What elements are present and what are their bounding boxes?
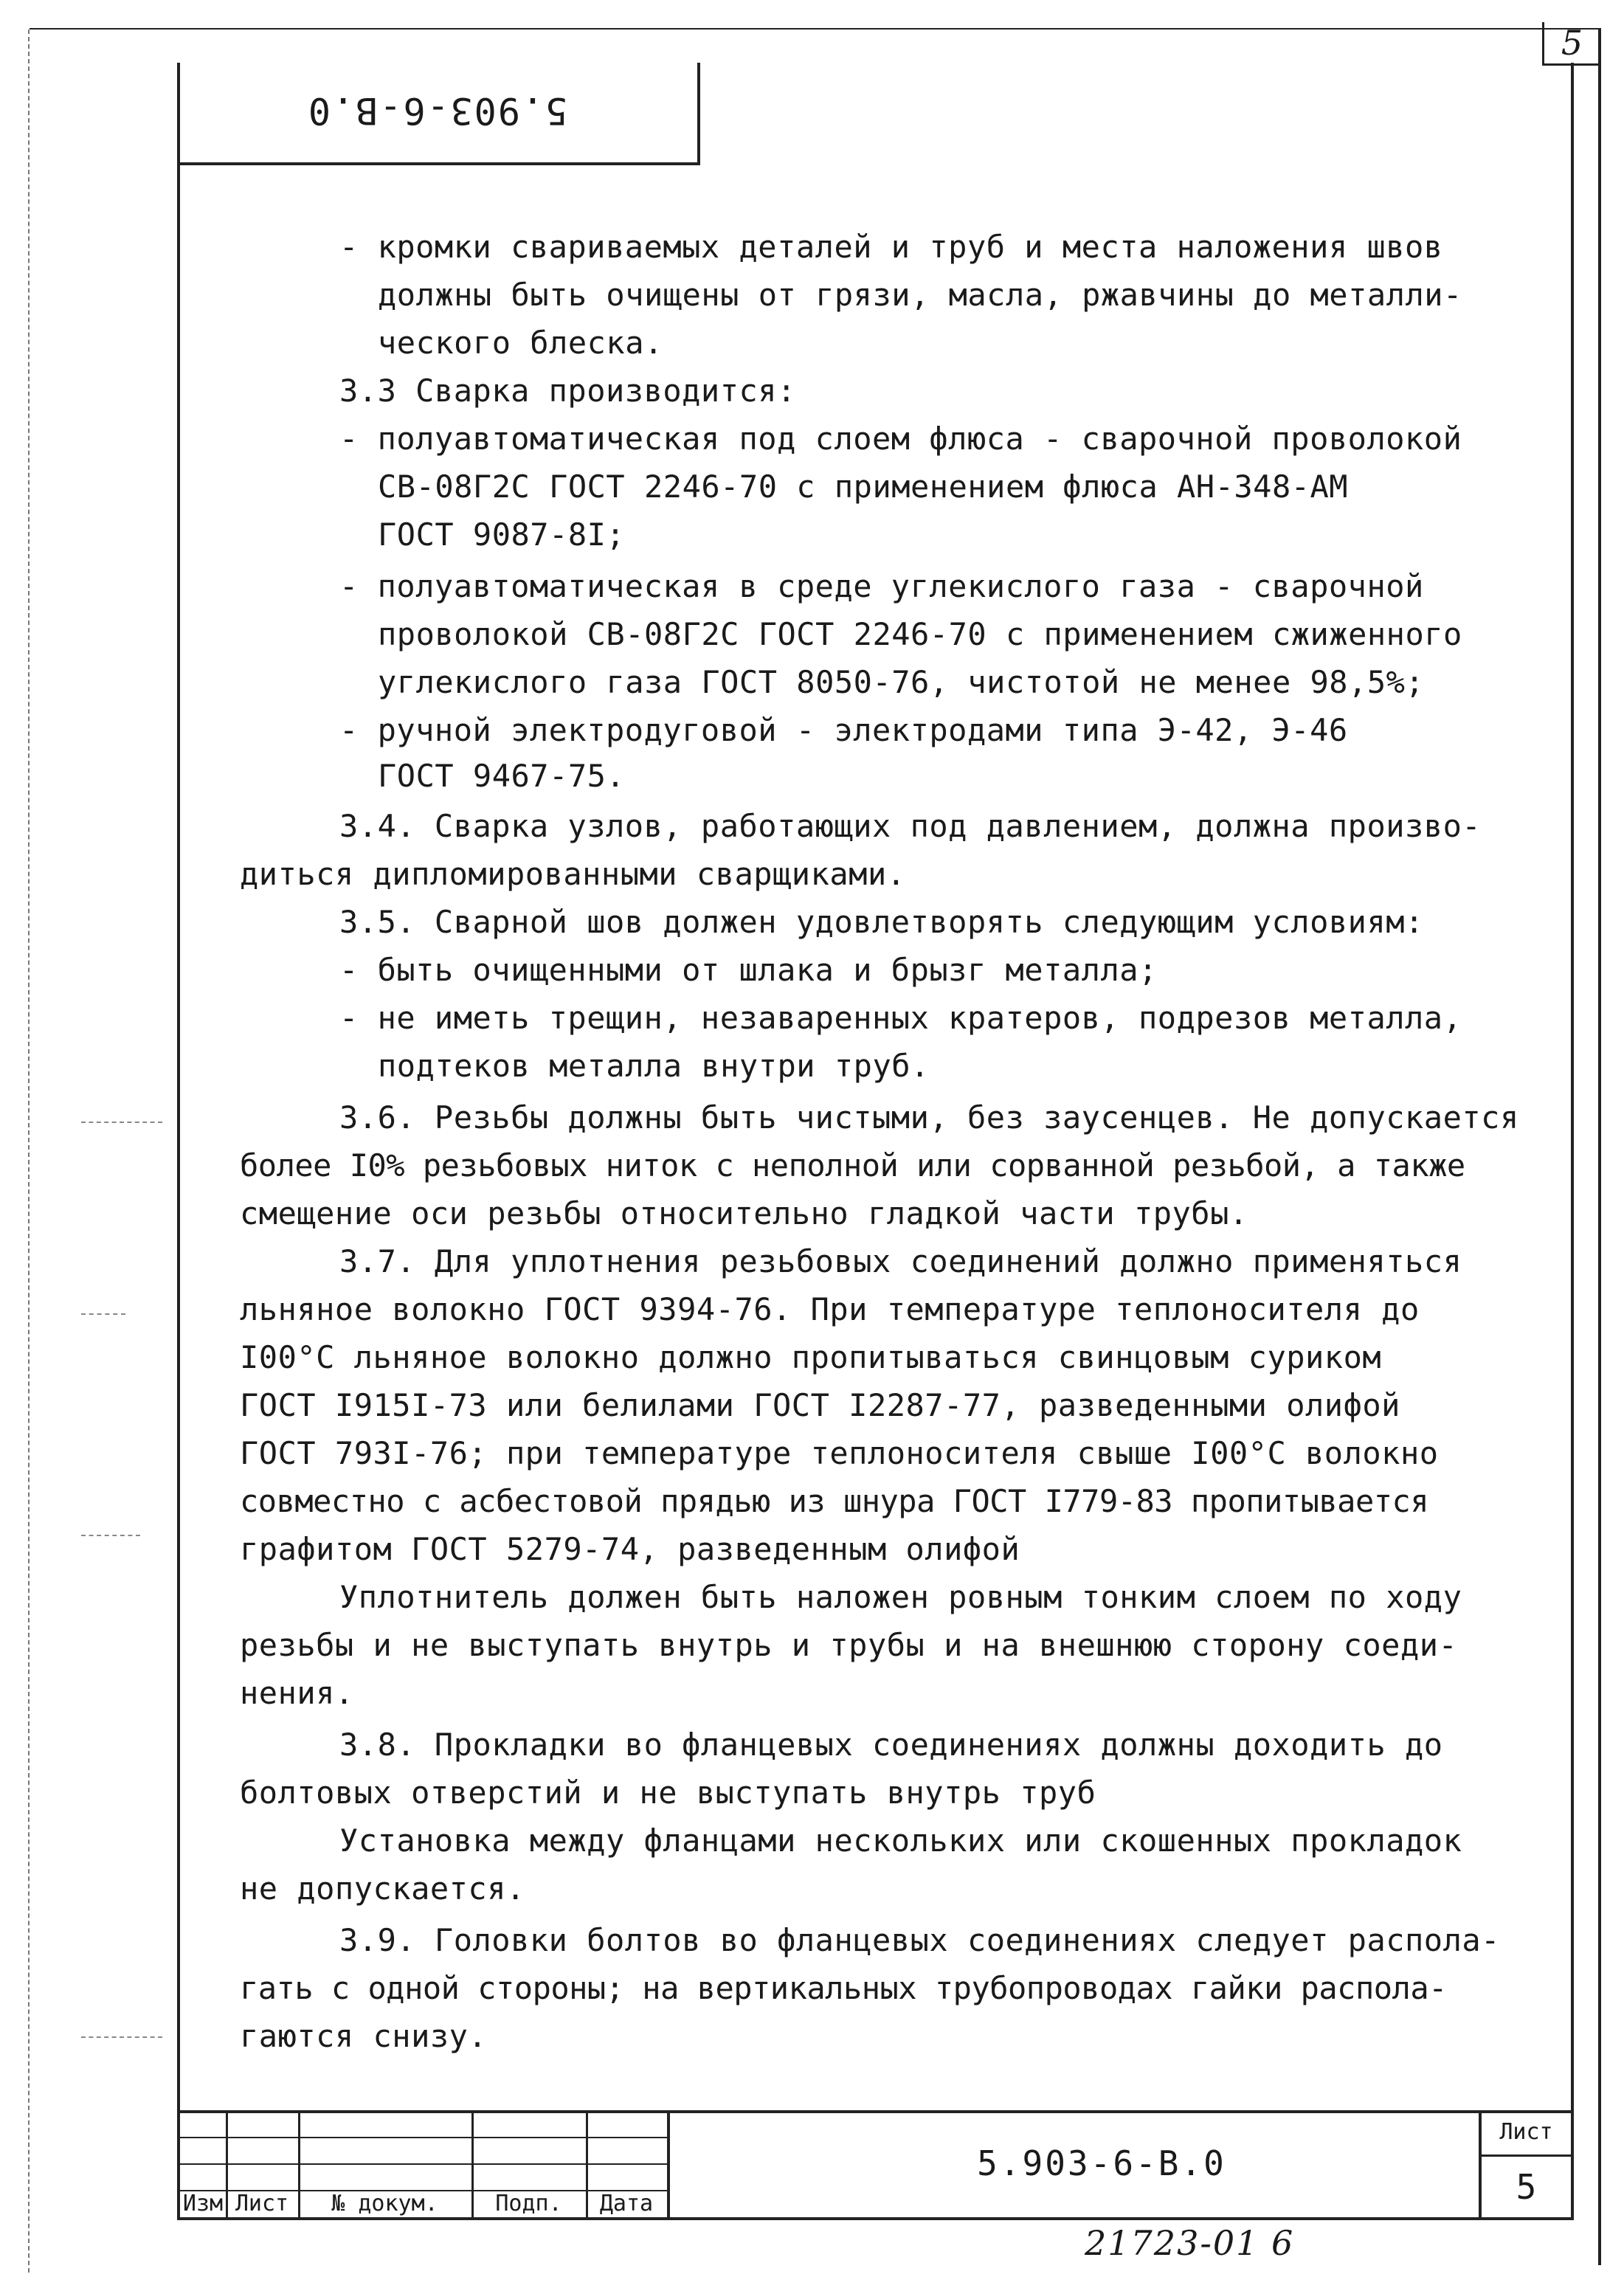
text-line: болтовых отверстий и не выступать внутрь труб — [240, 1775, 1096, 1811]
text-line: нения. — [240, 1675, 354, 1711]
text-line: 3.5. Сварной шов должен удовлетворять следующим условиям: — [339, 904, 1424, 940]
sheet-label: Лист — [1482, 2110, 1571, 2157]
revision-grid — [180, 2110, 667, 2217]
text-line: льняное волокно ГОСТ 9394-76. При температуре теплоносителя до — [240, 1291, 1420, 1327]
text-line: ГОСТ 9087-8I; — [378, 516, 626, 553]
text-line: диться дипломированными сварщиками. — [240, 856, 906, 892]
stamp-col-izm: Изм — [182, 2191, 224, 2216]
stamp-col-list: Лист — [235, 2191, 289, 2216]
text-line: графитом ГОСТ 5279-74, разведенным олифой — [240, 1531, 1020, 1567]
text-line: - кромки свариваемых деталей и труб и места наложения швов — [339, 229, 1443, 265]
text-line: Установка между фланцами нескольких или скошенных прокладок — [339, 1822, 1462, 1859]
document-code: 5.903-6-B.0 — [977, 2143, 1226, 2183]
text-line: проволокой СВ-08Г2С ГОСТ 2246-70 с применением сжиженного — [378, 616, 1462, 652]
text-line: гать с одной стороны; на вертикальных трубопроводах гайки распола- — [240, 1970, 1447, 2006]
text-line: должны быть очищены от грязи, масла, ржавчины до металли- — [378, 277, 1462, 313]
title-block — [180, 2110, 1571, 2217]
text-line: - не иметь трещин, незаваренных кратеров, подрезов металла, — [339, 1000, 1462, 1036]
text-line: 3.9. Головки болтов во фланцевых соединениях следует распола- — [339, 1922, 1500, 1958]
text-line: - полуавтоматическая в среде углекислого газа - сварочной — [339, 568, 1424, 604]
sheet-number: 5 — [1516, 2167, 1537, 2207]
text-line: углекислого газа ГОСТ 8050-76, чистотой не менее 98,5%; — [378, 664, 1425, 700]
top-code-inverted: 5.903-6-B.0 — [306, 89, 568, 132]
text-line: гаются снизу. — [240, 2018, 488, 2054]
text-line: СВ-08Г2С ГОСТ 2246-70 с применением флюса АН-348-АМ — [378, 469, 1349, 505]
text-line: 3.7. Для уплотнения резьбовых соединений должно применяться — [339, 1243, 1462, 1279]
stamp-col-date: Дата — [599, 2191, 654, 2216]
text-line: совместно с асбестовой прядью из шнура ГОСТ I779-83 пропитывается — [240, 1483, 1429, 1519]
text-line: более I0% резьбовых ниток с неполной или сорванной резьбой, а также — [240, 1147, 1465, 1183]
text-line: ГОСТ 9467-75. — [378, 758, 626, 794]
stamp-col-sign: Подп. — [495, 2191, 562, 2216]
text-line: ческого блеска. — [378, 325, 663, 361]
text-line: Уплотнитель должен быть наложен ровным тонким слоем по ходу — [339, 1579, 1462, 1615]
text-line: подтеков металла внутри труб. — [378, 1048, 930, 1084]
text-line: 3.4. Сварка узлов, работающих под давлением, должна произво- — [339, 808, 1482, 844]
text-line: 3.8. Прокладки во фланцевых соединениях должны доходить до — [339, 1727, 1443, 1763]
text-line: не допускается. — [240, 1870, 525, 1907]
corner-sheet-number: 5 — [1542, 22, 1600, 66]
sheet-box — [1479, 2110, 1571, 2217]
text-line: I00°С льняное волокно должно пропитываться свинцовым суриком — [240, 1339, 1382, 1375]
text-line: смещение оси резьбы относительно гладкой части трубы. — [240, 1195, 1248, 1231]
inventory-number: 21723-01 6 — [1085, 2223, 1295, 2263]
text-line: ГОСТ 793I-76; при температуре теплоносителя свыше I00°С волокно — [240, 1435, 1439, 1471]
text-line: 3.6. Резьбы должны быть чистыми, без заусенцев. Не допускается — [339, 1099, 1519, 1136]
text-line: - быть очищенными от шлака и брызг металла; — [339, 952, 1158, 988]
text-line: резьбы и не выступать внутрь и трубы и на внешнюю сторону соеди- — [240, 1627, 1458, 1663]
text-line: - ручной электродуговой - электродами типа Э-42, Э-46 — [339, 712, 1348, 748]
stamp-col-doc: № докум. — [331, 2191, 438, 2216]
text-line: 3.3 Сварка производится: — [339, 373, 796, 409]
text-line: - полуавтоматическая под слоем флюса - сварочной проволокой — [339, 421, 1462, 457]
text-line: ГОСТ I915I-73 или белилами ГОСТ I2287-77, разведенными олифой — [240, 1387, 1400, 1423]
